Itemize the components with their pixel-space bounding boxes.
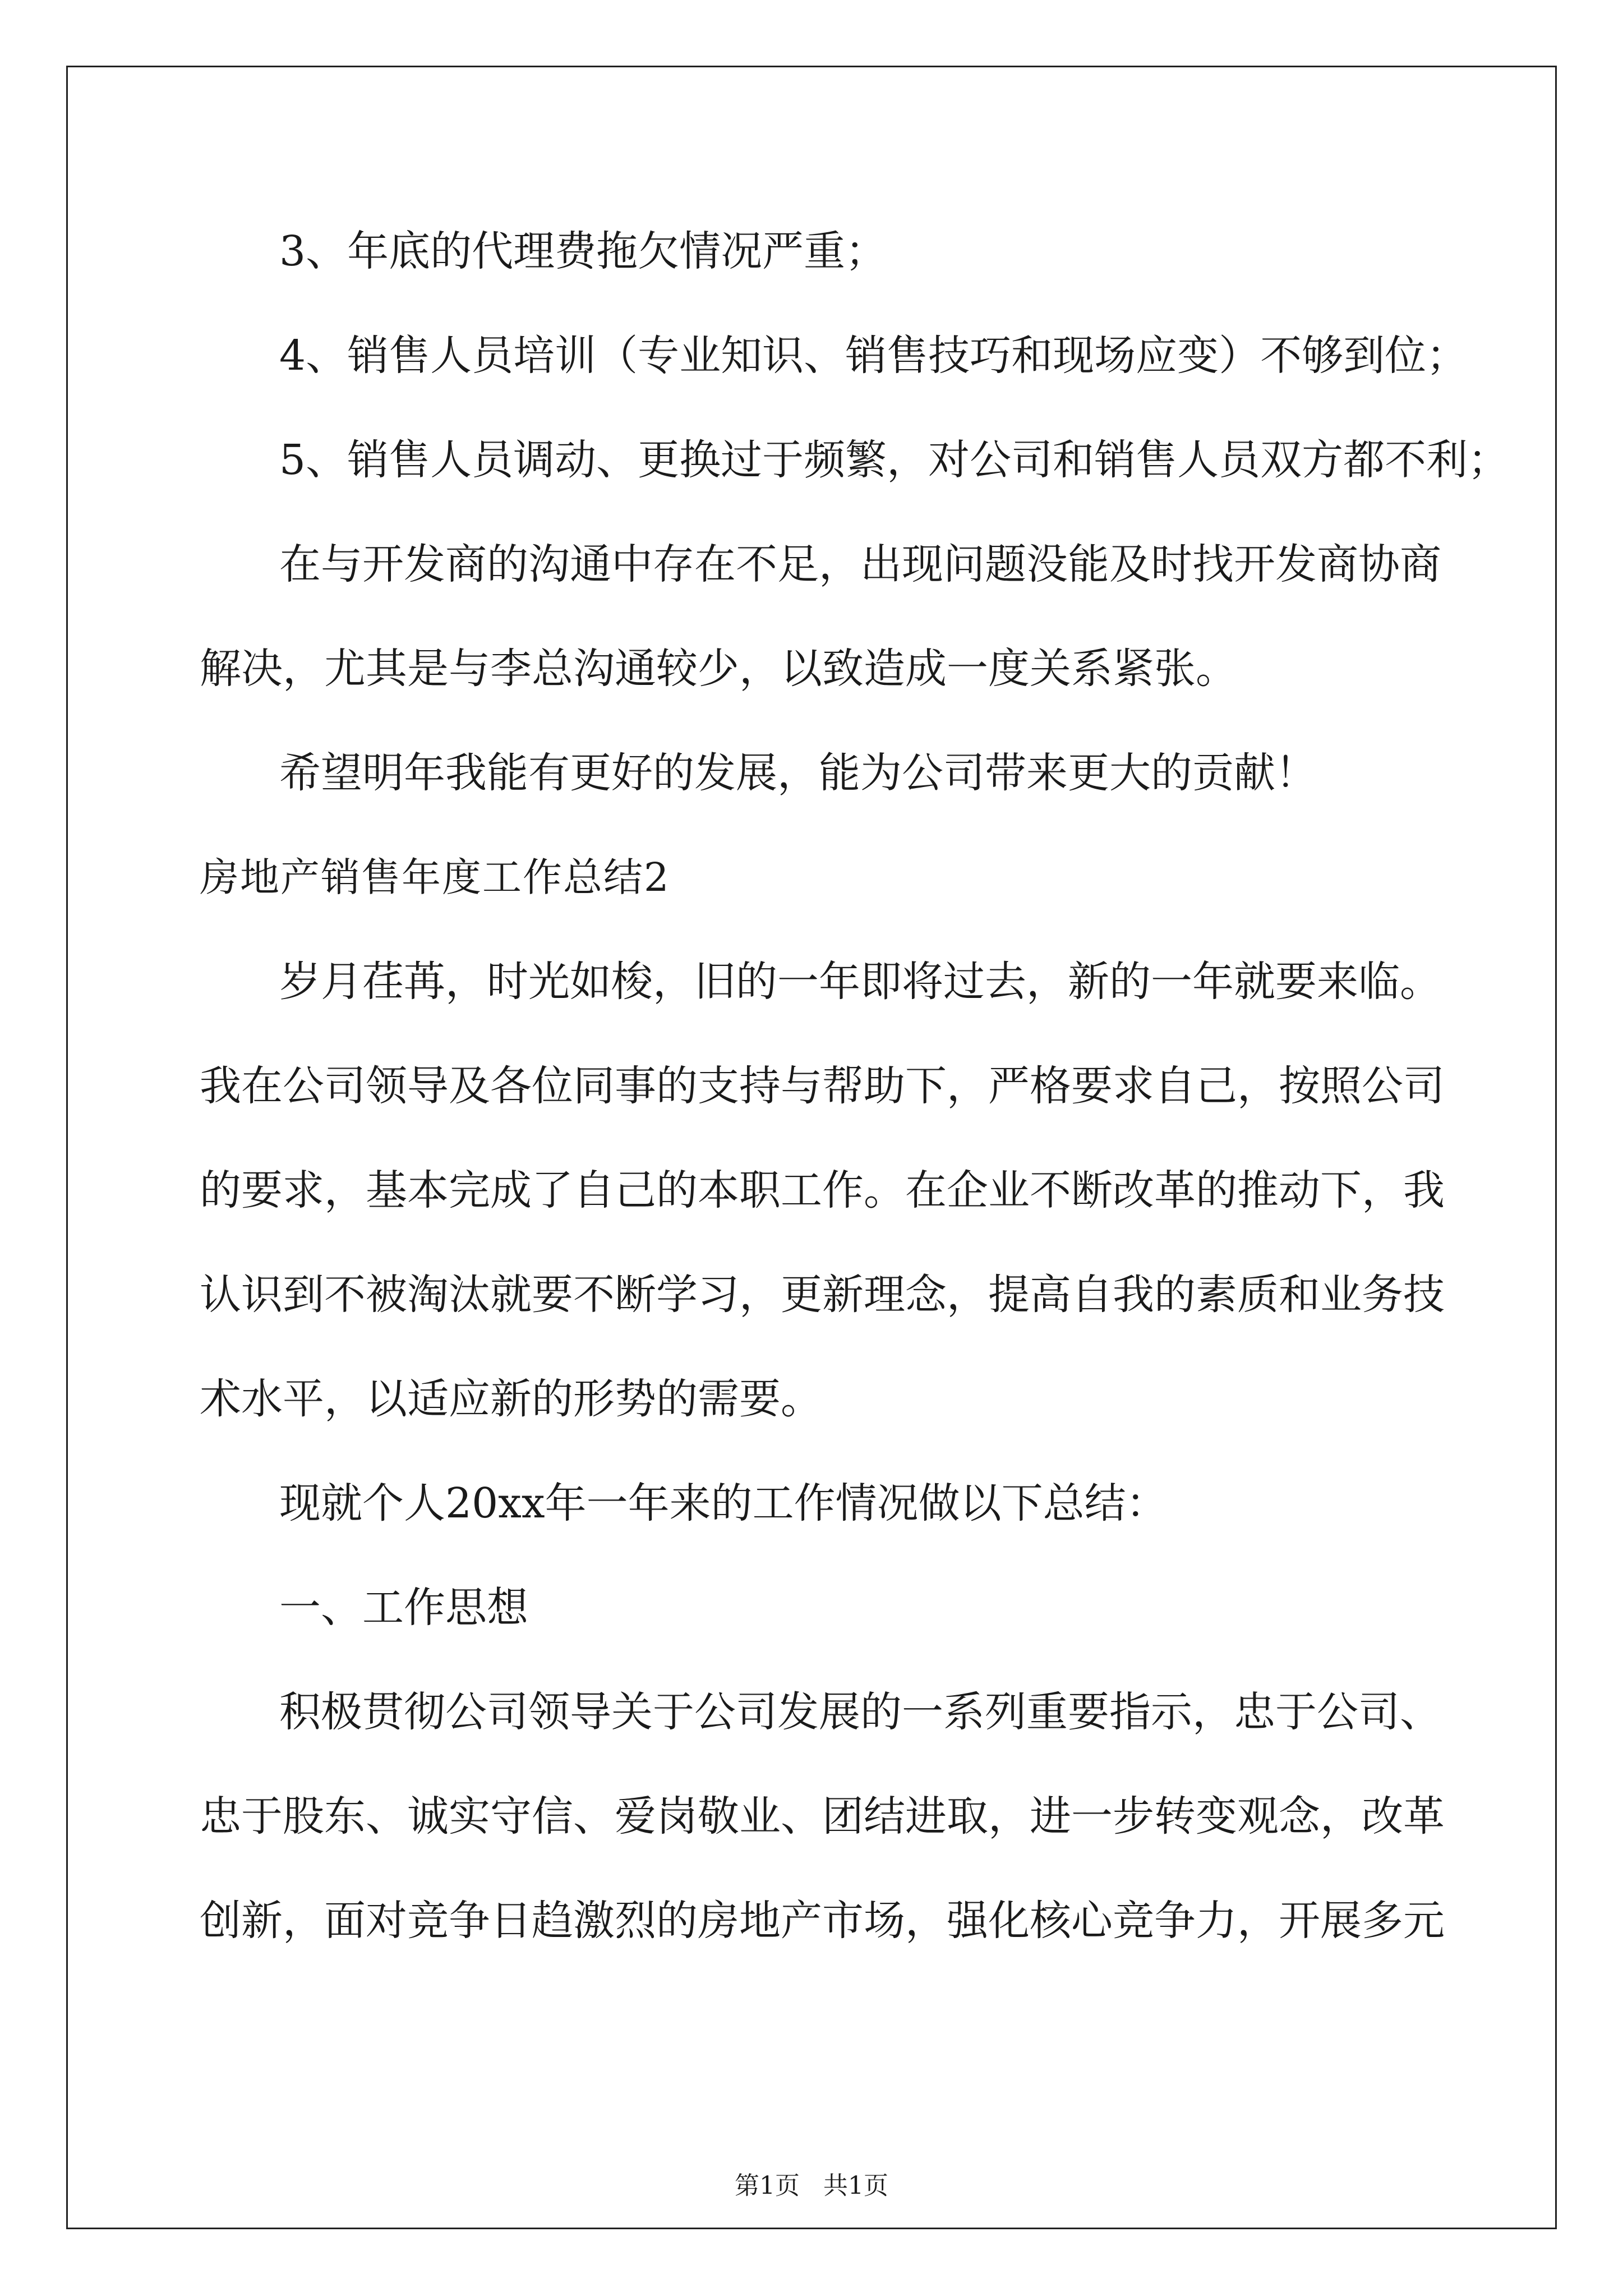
- paragraph-line: 现就个人20xx年一年来的工作情况做以下总结：: [279, 1479, 1168, 1527]
- paragraph-line: 忠于股东、诚实守信、爱岗敬业、团结进取，进一步转变观念，改革: [200, 1792, 1445, 1841]
- paragraph-line: 在与开发商的沟通中存在不足，出现问题没能及时找开发商协商: [279, 540, 1441, 588]
- paragraph-line: 解决，尤其是与李总沟通较少，以致造成一度关系紧张。: [200, 645, 1237, 693]
- section-title: 房地产销售年度工作总结2: [200, 854, 670, 900]
- paragraph-line: 我在公司领导及各位同事的支持与帮助下，严格要求自己，按照公司: [200, 1062, 1445, 1110]
- paragraph-line: 岁月荏苒，时光如梭，旧的一年即将过去，新的一年就要来临。: [279, 958, 1441, 1006]
- paragraph-line: 认识到不被淘汰就要不断学习，更新理念，提高自我的素质和业务技: [200, 1271, 1445, 1319]
- paragraph-line: 创新，面对竞争日趋激烈的房地产市场，强化核心竞争力，开展多元: [200, 1897, 1445, 1945]
- paragraph-line: 的要求，基本完成了自己的本职工作。在企业不断改革的推动下，我: [200, 1166, 1445, 1214]
- paragraph-line: 希望明年我能有更好的发展，能为公司带来更大的贡献！: [279, 749, 1317, 797]
- page-footer: 第1页 共1页: [735, 2171, 888, 2200]
- paragraph-line: 积极贯彻公司领导关于公司发展的一系列重要指示，忠于公司、: [279, 1688, 1441, 1736]
- list-item: 5、销售人员调动、更换过于频繁，对公司和销售人员双方都不利；: [279, 436, 1510, 484]
- paragraph-line: 术水平，以适应新的形势的需要。: [200, 1375, 822, 1423]
- subsection-title: 一、工作思想: [279, 1584, 528, 1632]
- list-item: 4、销售人员培训（专业知识、销售技巧和现场应变）不够到位；: [279, 332, 1468, 380]
- list-item: 3、年底的代理费拖欠情况严重；: [279, 227, 887, 275]
